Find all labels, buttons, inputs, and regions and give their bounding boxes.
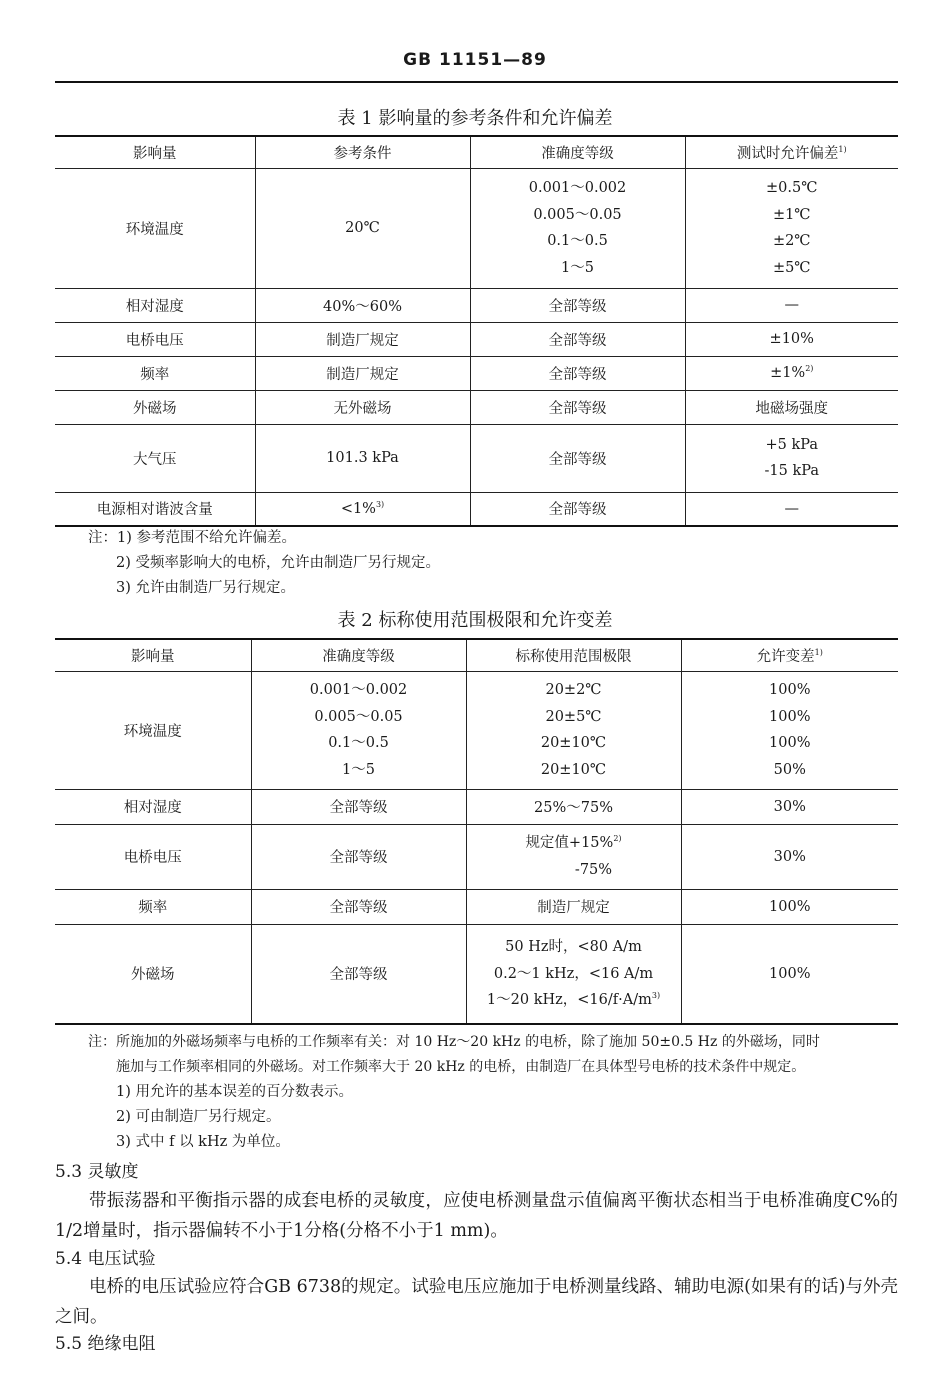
table-cell: 电桥电压: [55, 322, 255, 356]
table-row: [55, 322, 898, 356]
table-cell: 全部等级: [470, 424, 685, 492]
note-line: 2) 受频率影响大的电桥，允许由制造厂另行规定。: [116, 555, 440, 571]
table1-header-cell: 参考条件: [255, 136, 470, 168]
table-cell: 100% 100% 100% 50%: [681, 671, 898, 789]
table-cell: 大气压: [55, 424, 255, 492]
table-cell: 30%: [681, 789, 898, 824]
section-5-4-text: 电桥的电压试验应符合GB 6738的规定。试验电压应施加于电桥测量线路、辅助电源(如果有的话)与外壳之间。: [55, 1277, 898, 1327]
note-line: 3) 允许由制造厂另行规定。: [116, 580, 295, 596]
note-line: 注：所施加的外磁场频率与电桥的工作频率有关：对 10 Hz～20 kHz 的电桥，除了施加 50±0.5 Hz 的外磁场，同时: [88, 1034, 820, 1050]
table-row: [55, 356, 898, 390]
table-cell: 全部等级: [470, 356, 685, 390]
table-row: [55, 424, 898, 492]
table-cell: 50 Hz时，<80 A/m 0.2～1 kHz，<16 A/m 1～20 kHz，$<16/f\cdot A/m^{3)}$: [466, 924, 681, 1024]
table1-notes: [88, 526, 908, 601]
table-cell: 无外磁场: [255, 390, 470, 424]
table-cell: 25%～75%: [466, 789, 681, 824]
table-cell: 30%: [681, 824, 898, 889]
table-row: [55, 492, 898, 526]
note-line: 注：1) 参考范围不给允许偏差。: [88, 530, 296, 546]
table-row: [55, 889, 898, 924]
table-cell: 100%: [681, 924, 898, 1024]
section-5-5-title: 5.5 绝缘电阻: [55, 1334, 156, 1354]
table-cell: 外磁场: [55, 390, 255, 424]
section-5-3-text: 带振荡器和平衡指示器的成套电桥的灵敏度，应使电桥测量盘示值偏离平衡状态相当于电桥准确度C%的1/2增量时，指示器偏转不小于1分格(分格不小于1 mm)。: [55, 1191, 898, 1241]
table-cell: 40%～60%: [255, 288, 470, 322]
table-cell: 环境温度: [55, 671, 251, 789]
table-row: [55, 789, 898, 824]
table2: [55, 638, 898, 1025]
table1: [55, 135, 898, 527]
table-row: [55, 671, 898, 789]
table-cell: 全部等级: [470, 288, 685, 322]
table-row: [55, 168, 898, 288]
table-cell: 全部等级: [251, 924, 466, 1024]
table2-header-cell: 允许变差$^{1)}$: [681, 639, 898, 671]
table-cell: 频率: [55, 889, 251, 924]
table-cell: 0.001～0.002 0.005～0.05 0.1～0.5 1～5: [470, 168, 685, 288]
table-cell: —: [685, 288, 898, 322]
table-cell: 制造厂规定: [255, 356, 470, 390]
table-cell: 20±2℃ 20±5℃ 20±10℃ 20±10℃: [466, 671, 681, 789]
table-cell: 地磁场强度: [685, 390, 898, 424]
table-cell: <1%$^{3)}$: [255, 492, 470, 526]
table-cell: 电源相对谐波含量: [55, 492, 255, 526]
table-cell: 全部等级: [251, 824, 466, 889]
table-cell: ±10%: [685, 322, 898, 356]
table-cell: 全部等级: [251, 789, 466, 824]
table2-notes: [88, 1030, 903, 1155]
table-cell: 频率: [55, 356, 255, 390]
table1-header-cell: 准确度等级: [470, 136, 685, 168]
table-cell: —: [685, 492, 898, 526]
table-cell: 全部等级: [251, 889, 466, 924]
table-cell: 全部等级: [470, 322, 685, 356]
section-5-4-title: 5.4 电压试验: [55, 1249, 156, 1269]
table-cell: 100%: [681, 889, 898, 924]
table2-header-cell: 影响量: [55, 639, 251, 671]
note-line: 施加与工作频率相同的外磁场。对工作频率大于 20 kHz 的电桥，由制造厂在具体型号电桥的技术条件中规定。: [116, 1059, 806, 1075]
table1-header-cell: 影响量: [55, 136, 255, 168]
table-cell: 电桥电压: [55, 824, 251, 889]
table-cell: ±0.5℃ ±1℃ ±2℃ ±5℃: [685, 168, 898, 288]
table2-header-cell: 标称使用范围极限: [466, 639, 681, 671]
table-cell: 20℃: [255, 168, 470, 288]
table-cell: 相对湿度: [55, 789, 251, 824]
table-cell: 环境温度: [55, 168, 255, 288]
table-cell: +5 kPa -15 kPa: [685, 424, 898, 492]
table-cell: 相对湿度: [55, 288, 255, 322]
table2-title: 表 2 标称使用范围极限和允许变差: [337, 610, 613, 631]
table1-header-cell: 测试时允许偏差$^{1)}$: [685, 136, 898, 168]
table-cell: 外磁场: [55, 924, 251, 1024]
section-5-3-title: 5.3 灵敏度: [55, 1162, 139, 1182]
table2-header-row: [55, 639, 898, 671]
table-row: [55, 924, 898, 1024]
table-cell: 0.001～0.002 0.005～0.05 0.1～0.5 1～5: [251, 671, 466, 789]
table-cell: 规定值+15%$^{2)}$ -75%: [466, 824, 681, 889]
standard-header: GB 11151—89: [403, 50, 547, 70]
table1-header-row: [55, 136, 898, 168]
table-row: [55, 824, 898, 889]
note-line: 3) 式中 f 以 kHz 为单位。: [116, 1134, 290, 1150]
note-line: 1) 用允许的基本误差的百分数表示。: [116, 1084, 353, 1100]
table-row: [55, 390, 898, 424]
table-row: [55, 288, 898, 322]
table-cell: 101.3 kPa: [255, 424, 470, 492]
table-cell: 制造厂规定: [255, 322, 470, 356]
header-rule: [55, 81, 898, 83]
table-cell: 全部等级: [470, 390, 685, 424]
table2-header-cell: 准确度等级: [251, 639, 466, 671]
note-line: 2) 可由制造厂另行规定。: [116, 1109, 281, 1125]
table1-title: 表 1 影响量的参考条件和允许偏差: [337, 108, 613, 129]
table-cell: 全部等级: [470, 492, 685, 526]
table-cell: 制造厂规定: [466, 889, 681, 924]
table-cell: ±1%$^{2)}$: [685, 356, 898, 390]
